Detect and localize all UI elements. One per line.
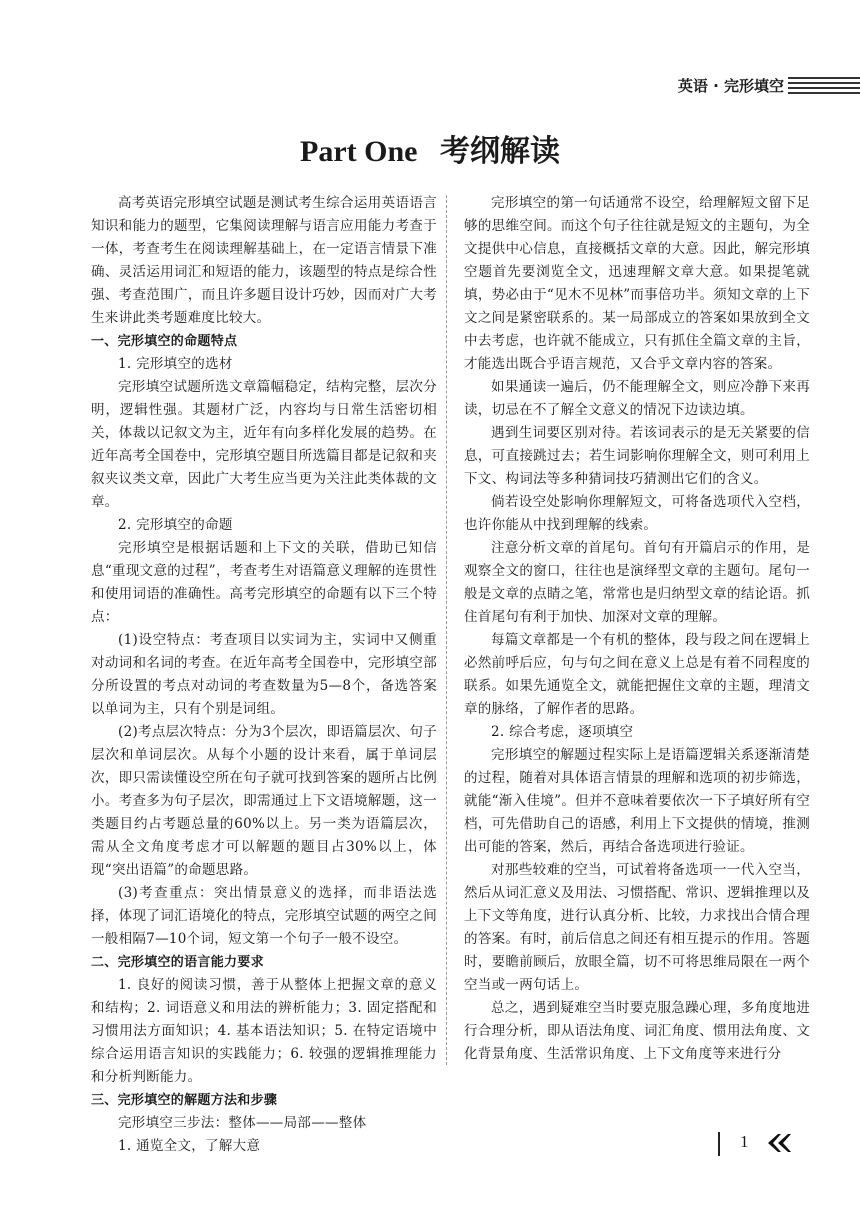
column-divider (446, 195, 447, 1065)
left-para-7: (2)考点层次特点：分为3个层次，即语篇层次、句子层次和单词层次。从每个小题的设计来看，属于单词层次，即只需读懂设空所在句子就可找到答案的题所占比例小。考查多为句子层次，即需通过上下文语境解题，这一类题目约占考题总量的60%以上。另一类为语篇层次，需从全文角度考虑才可以解题的题目占30%以上，体现“突出语篇”的命题思路。 (91, 724, 437, 878)
left-para-6: (1)设空特点：考查项目以实词为主，实词中又侧重对动词和名词的考查。在近年高考全国卷中，完形填空部分所设置的考点对动词的考查数量为5—8个，备选答案以单词为主，只有个别是词组。 (91, 632, 437, 717)
right-para-2: 遇到生词要区别对待。若该词表示的是无关紧要的信息，可直接跳过去；若生词影响你理解全文，则可利用上下文、构词法等多种猜词技巧猜测出它们的含义。 (464, 425, 810, 487)
right-para-0: 完形填空的第一句话通常不设空，给理解短文留下足够的思维空间。而这个句子往往就是短文的主题句，为全文提供中心信息，直接概括文章的大意。因此，解完形填空题首先要浏览全文，迅速理解文章大意。如果提笔就填，势必由于“见木不见林”而事倍功半。须知文章的上下文之间是紧密联系的。某一局部成立的答案如果放到全文中去考虑，也许就不能成立，只有抓住全篇文章的主旨，才能选出既合乎语言规范，又合乎文章内容的答案。 (464, 195, 810, 372)
left-sub-13: 1. 通览全文，了解大意 (118, 1138, 261, 1154)
left-heading-1: 一、完形填空的命题特点 (91, 334, 238, 349)
right-para-3: 倘若设空处影响你理解短文，可将备选项代入空档，也许你能从中找到理解的线索。 (464, 494, 810, 533)
left-heading-11: 三、完形填空的解题方法和步骤 (91, 1093, 278, 1108)
left-sub-4: 2. 完形填空的命题 (118, 517, 233, 533)
left-column (91, 192, 437, 1158)
left-para-3: 完形填空试题所选文章篇幅稳定，结构完整，层次分明，逻辑性强。其题材广泛，内容均与日常生活密切相关，体裁以记叙文为主，近年有向多样化发展的趋势。在近年高考全国卷中，完形填空题目所选篇目都是记叙和夹叙夹议类文章，因此广大考生应当更为关注此类体裁的文章。 (91, 379, 437, 510)
chevron-left-icon[interactable] (764, 1132, 792, 1154)
right-column (464, 192, 810, 1066)
left-para-10: 1. 良好的阅读习惯，善于从整体上把握文章的意义和结构；2. 词语意义和用法的辨析能力；3. 固定搭配和习惯用法方面知识；4. 基本语法知识；5. 在特定语境中综合运用语言知识的实践能力；6. 较强的逻辑推理能力和分析判断能力。 (91, 977, 437, 1085)
right-para-4: 注意分析文章的首尾句。首句有开篇启示的作用，是观察全文的窗口，往往也是演绎型文章的主题句。尾句一般是文章的点睛之笔，常常也是归纳型文章的结论语。抓住首尾句有利于加快、加深对文章的理解。 (464, 540, 810, 625)
right-para-7: 完形填空的解题过程实际上是语篇逻辑关系逐渐清楚的过程，随着对具体语言情景的理解和选项的初步筛选，就能“渐入佳境”。但并不意味着要依次一下子填好所有空档，可先借助自己的语感，利用上下文提供的情境，推测出可能的答案，然后，再结合备选项进行验证。 (464, 747, 810, 855)
left-sub-12: 完形填空三步法：整体——局部——整体 (118, 1115, 367, 1131)
page-title: Part One 考纲解读 (300, 135, 560, 168)
right-sub-6: 2. 综合考虑，逐项填空 (491, 724, 634, 740)
left-para-8: (3)考查重点：突出情景意义的选择，而非语法选择，体现了词汇语境化的特点，完形填空试题的两空之间一般相隔7—10个词，短文第一个句子一般不设空。 (91, 885, 437, 947)
right-para-5: 每篇文章都是一个有机的整体，段与段之间在逻辑上必然前呼后应，句与句之间在意义上总是有着不同程度的联系。如果先通览全文，就能把握住文章的主题，理清文章的脉络，了解作者的思路。 (464, 632, 810, 717)
footer-rule (718, 1132, 720, 1156)
running-header (662, 75, 860, 99)
page-number: 1 (740, 1132, 749, 1151)
right-para-1: 如果通读一遍后，仍不能理解全文，则应冷静下来再读，切忌在不了解全文意义的情况下边读边填。 (464, 379, 810, 418)
header-rule-lines (788, 77, 860, 97)
left-heading-9: 二、完形填空的语言能力要求 (91, 955, 264, 970)
section-label: 英语 · 完形填空 (677, 77, 784, 95)
left-para-0: 高考英语完形填空试题是测试考生综合运用英语语言知识和能力的题型，它集阅读理解与语言应用能力考查于一体，考查考生在阅读理解基础上，在一定语言情景下准确、灵活运用词汇和短语的能力，该题型的特点是综合性强、考查范围广，而且许多题目设计巧妙，因而对广大考生来讲此类考题难度比较大。 (91, 195, 437, 326)
right-para-8: 对那些较难的空当，可试着将备选项一一代入空当，然后从词汇意义及用法、习惯搭配、常识、逻辑推理以及上下文等角度，进行认真分析、比较，力求找出合情合理的答案。有时，前后信息之间还有相互提示的作用。答题时，要瞻前顾后，放眼全篇，切不可将思维局限在一两个空当或一两句话上。 (464, 862, 810, 993)
right-para-9: 总之，遇到疑难空当时要克服急躁心理，多角度地进行合理分析，即从语法角度、词汇角度、惯用法角度、文化背景角度、生活常识角度、上下文角度等来进行分 (464, 1000, 810, 1062)
left-para-5: 完形填空是根据话题和上下文的关联，借助已知信息“重现文意的过程”，考查考生对语篇意义理解的连贯性和使用词语的准确性。高考完形填空的命题有以下三个特点： (91, 540, 437, 625)
left-sub-2: 1. 完形填空的选材 (118, 356, 233, 372)
